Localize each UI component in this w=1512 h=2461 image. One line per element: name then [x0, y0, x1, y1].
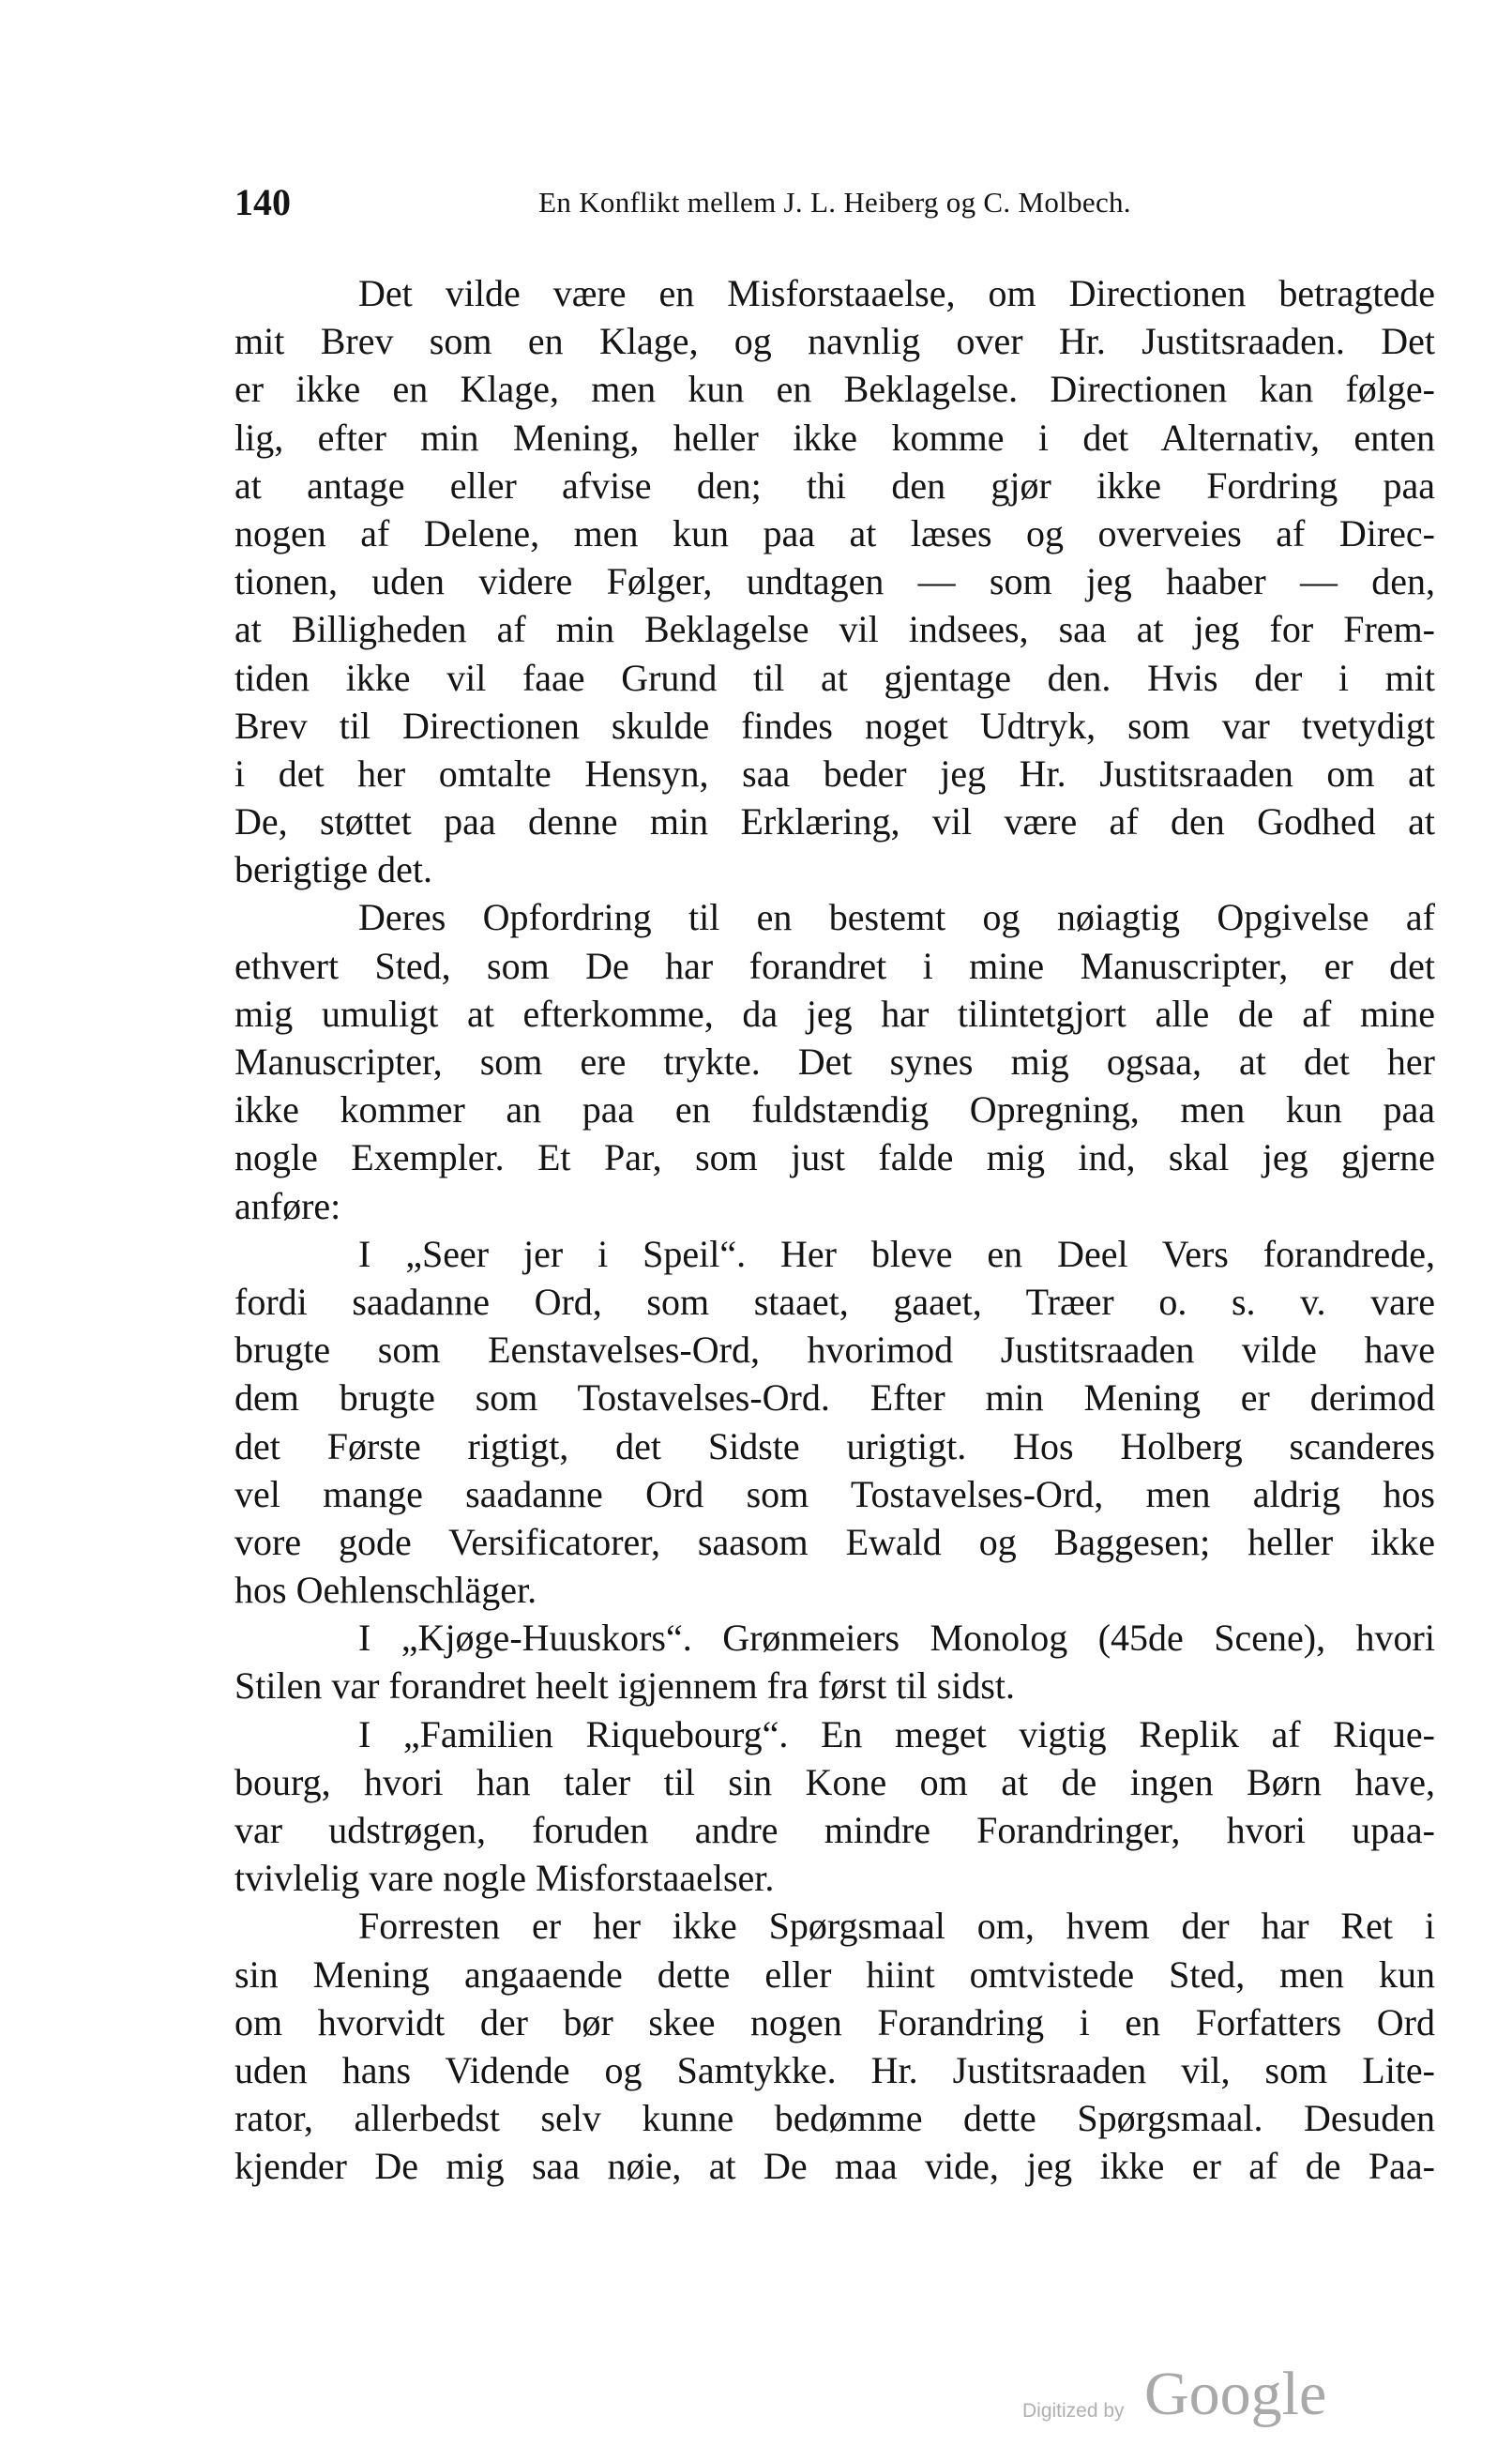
text-line: tvivlelig vare nogle Misforstaaelser.: [234, 1857, 775, 1900]
text-line: ethvert Sted, som De har forandret i mine Manuscripter, er det: [234, 944, 1435, 987]
text-line: var udstrøgen, foruden andre mindre Forandringer, hvori upaa-: [234, 1809, 1435, 1851]
text-line: Forresten er her ikke Spørgsmaal om, hvem der har Ret i: [358, 1905, 1435, 1948]
text-line: vore gode Versificatorer, saasom Ewald og Baggesen; heller ikke: [234, 1520, 1435, 1563]
text-line: nogen af Delene, men kun paa at læses og overveies af Direc-: [234, 511, 1435, 554]
body-text: [234, 269, 1435, 2191]
text-line: rator, allerbedst selv kunne bedømme dette Spørgsmaal. Desuden: [234, 2097, 1435, 2140]
page-number: 140: [234, 181, 291, 223]
text-line: mig umuligt at efterkomme, da jeg har tilintetgjort alle de af mine: [234, 992, 1435, 1035]
text-line: at antage eller afvise den; thi den gjør ikke Fordring paa: [234, 463, 1435, 507]
text-line: brugte som Eenstavelses-Ord, hvorimod Justitsraaden vilde have: [234, 1329, 1435, 1372]
text-line: er ikke en Klage, men kun en Beklagelse. Directionen kan følge-: [234, 368, 1435, 411]
text-line: at Billigheden af min Beklagelse vil indsees, saa at jeg for Frem-: [234, 608, 1435, 651]
watermark-prefix: Digitized by: [1022, 2400, 1125, 2422]
text-line: ikke kommer an paa en fuldstændig Opregning, men kun paa: [234, 1088, 1435, 1132]
text-line: fordi saadanne Ord, som staaet, gaaet, Træer o. s. v. vare: [234, 1280, 1435, 1323]
text-line: Deres Opfordring til en bestemt og nøiagtig Opgivelse af: [358, 896, 1435, 939]
text-line: nogle Exempler. Et Par, som just falde mig ind, skal jeg gjerne: [234, 1136, 1435, 1179]
google-logo: Google: [1144, 2360, 1327, 2428]
text-line: dem brugte som Tostavelses-Ord. Efter min Mening er derimod: [234, 1376, 1435, 1420]
text-line: kjender De mig saa nøie, at De maa vide, jeg ikke er af de Paa-: [234, 2145, 1435, 2188]
running-title: En Konflikt mellem J. L. Heiberg og C. Molbech.: [538, 186, 1131, 219]
text-line: det Første rigtigt, det Sidste urigtigt. Hos Holberg scanderes: [234, 1424, 1435, 1467]
text-line: berigtige det.: [234, 848, 433, 891]
text-line: I „Kjøge-Huuskors“. Grønmeiers Monolog (45de Scene), hvori: [358, 1617, 1435, 1660]
text-line: vel mange saadanne Ord som Tostavelses-Ord, men aldrig hos: [234, 1472, 1435, 1515]
digitized-watermark: [1022, 2360, 1360, 2439]
text-line: tiden ikke vil faae Grund til at gjentage den. Hvis der i mit: [234, 656, 1435, 699]
text-line: uden hans Vidende og Samtykke. Hr. Justitsraaden vil, som Lite-: [234, 2048, 1435, 2091]
text-line: i det her omtalte Hensyn, saa beder jeg Hr. Justitsraaden om at: [234, 752, 1435, 795]
text-line: Brev til Directionen skulde findes noget Udtryk, som var tvetydigt: [234, 704, 1435, 747]
text-line: sin Mening angaaende dette eller hiint omtvistede Sted, men kun: [234, 1952, 1435, 1996]
running-header: [234, 180, 1435, 236]
text-line: om hvorvidt der bør skee nogen Forandring i en Forfatters Ord: [234, 2000, 1435, 2043]
text-line: De, støttet paa denne min Erklæring, vil være af den Godhed at: [234, 800, 1435, 843]
text-line: Det vilde være en Misforstaaelse, om Directionen betragtede: [358, 272, 1435, 314]
text-line: anføre:: [234, 1184, 341, 1227]
text-line: hos Oehlenschläger.: [234, 1569, 537, 1612]
text-line: I „Seer jer i Speil“. Her bleve en Deel Vers forandrede,: [358, 1232, 1435, 1275]
text-line: lig, efter min Mening, heller ikke komme i det Alternativ, enten: [234, 416, 1435, 459]
text-line: I „Familien Riquebourg“. En meget vigtig Replik af Rique-: [358, 1712, 1435, 1755]
text-line: mit Brev som en Klage, og navnlig over Hr. Justitsraaden. Det: [234, 320, 1435, 363]
text-line: bourg, hvori han taler til sin Kone om at de ingen Børn have,: [234, 1760, 1435, 1803]
text-line: Manuscripter, som ere trykte. Det synes mig ogsaa, at det her: [234, 1041, 1435, 1083]
text-line: tionen, uden videre Følger, undtagen — som jeg haaber — den,: [234, 560, 1435, 603]
text-line: Stilen var forandret heelt igjennem fra først til sidst.: [234, 1664, 1015, 1708]
